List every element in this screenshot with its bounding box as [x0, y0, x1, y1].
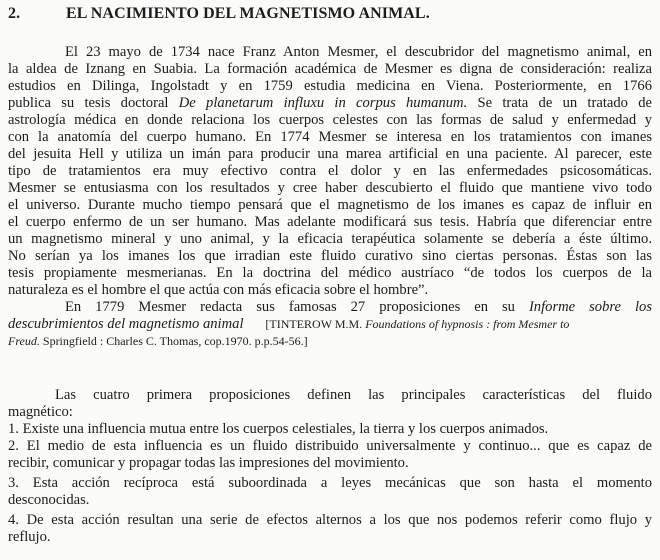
reference-citation: [TINTEROW M.M. Foundations of hypnosis : from Mesmer to — [265, 317, 570, 331]
proposition-item-cont: reflujo. — [8, 529, 51, 545]
paragraph-line: astrología médica en donde relaciona los cuerpos celestes con las formas de salud y enfermedad y — [8, 112, 652, 128]
paragraph2-line-reference — [8, 316, 652, 333]
paragraph-line: del jesuita Hell y utiliza un imán para producir una marea artificial en una paciente. Al parecer, este — [8, 146, 652, 162]
paragraph-line: tesis propiamente mesmerianas. En la doctrina del médico austríaco “de todos los cuerpos de la — [8, 265, 652, 281]
section-number: 2. — [8, 5, 21, 22]
paragraph-line: naturaleza es el hombre el que actúa con más eficacia sobre el hombre”. — [8, 282, 429, 298]
paragraph-line: Mesmer se entusiasma con los resultados y cree haber descubierto el fluido que mantiene vivo todo — [8, 180, 652, 196]
paragraph-line: tipo de tratamientos era muy efectivo contra el dolor y en las enfermedades psicosomáticas. — [8, 163, 652, 179]
report-title-part1: Informe sobre los — [528, 299, 653, 315]
report-title-part2: descubrimientos del magnetismo animal — [8, 316, 244, 332]
proposition-item-cont: desconocidas. — [8, 492, 90, 508]
paragraph-line-with-italic: publica su tesis doctoral De planetarum influxu in corpus humanum. Se trata de un tratado de — [8, 95, 652, 111]
paragraph-line: estudios en Dilinga, Ingolstadt y en 1759 estudia medicina en Viena. Posteriormente, en 1766 — [8, 78, 652, 94]
intro-line: magnético: — [8, 404, 73, 420]
paragraph-line: con la anatomía del cuerpo humano. En 1774 Mesmer se interesa en los tratamientos con imanes — [8, 129, 652, 145]
paragraph-line: un magnetismo mineral y uno animal, y la eficacia terapéutica solamente se debería a éste último. — [8, 231, 652, 247]
reference-citation-cont: Freud. Springfield : Charles C. Thomas, cop.1970. p.p.54-56.] — [8, 334, 308, 348]
paragraph-line: El 23 mayo de 1734 nace Franz Anton Mesmer, el descubridor del magnetismo animal, en — [65, 44, 652, 60]
proposition-item: 4. De esta acción resultan una serie de efectos alternos a los que nos podemos referir como flujo y — [8, 512, 652, 528]
proposition-item-cont: recibir, comunicar y propagar todas las impresiones del movimiento. — [8, 455, 409, 471]
proposition-item: 1. Existe una influencia mutua entre los cuerpos celestiales, la tierra y los cuerpos animados. — [8, 421, 549, 437]
paragraph-line: el cuerpo enfermo de un ser humano. Mas adelante modificará sus tesis. Habría que diferenciar entre — [8, 214, 652, 230]
proposition-item: 3. Esta acción recíproca está suboordinada a leyes mecánicas que son hasta el momento — [8, 475, 652, 491]
paragraph-line: la aldea de Iznang en Suabia. La formación académica de Mesmer es digna de consideración: realiza — [8, 61, 652, 77]
proposition-item: 2. El medio de esta influencia es un fluido distribuido universalmente y continuo... que es capaz de — [8, 438, 652, 454]
paragraph2-line: En 1779 Mesmer redacta sus famosas 27 proposiciones en su Informe sobre los — [65, 299, 653, 315]
intro-line: Las cuatro primera proposiciones definen las principales características del fluido — [55, 387, 652, 403]
section-heading — [8, 5, 430, 23]
thesis-title: De planetarum influxu in corpus humanum. — [178, 95, 468, 111]
section-title: EL NACIMIENTO DEL MAGNETISMO ANIMAL. — [66, 5, 430, 22]
paragraph-line: el universo. Durante mucho tiempo pensará que el magnetismo de los imanes es capaz de influir en — [8, 197, 652, 213]
paragraph-line: No serían ya los imanes los que irradian este fluido curativo sino ciertas personas. Éstas son las — [8, 248, 652, 264]
